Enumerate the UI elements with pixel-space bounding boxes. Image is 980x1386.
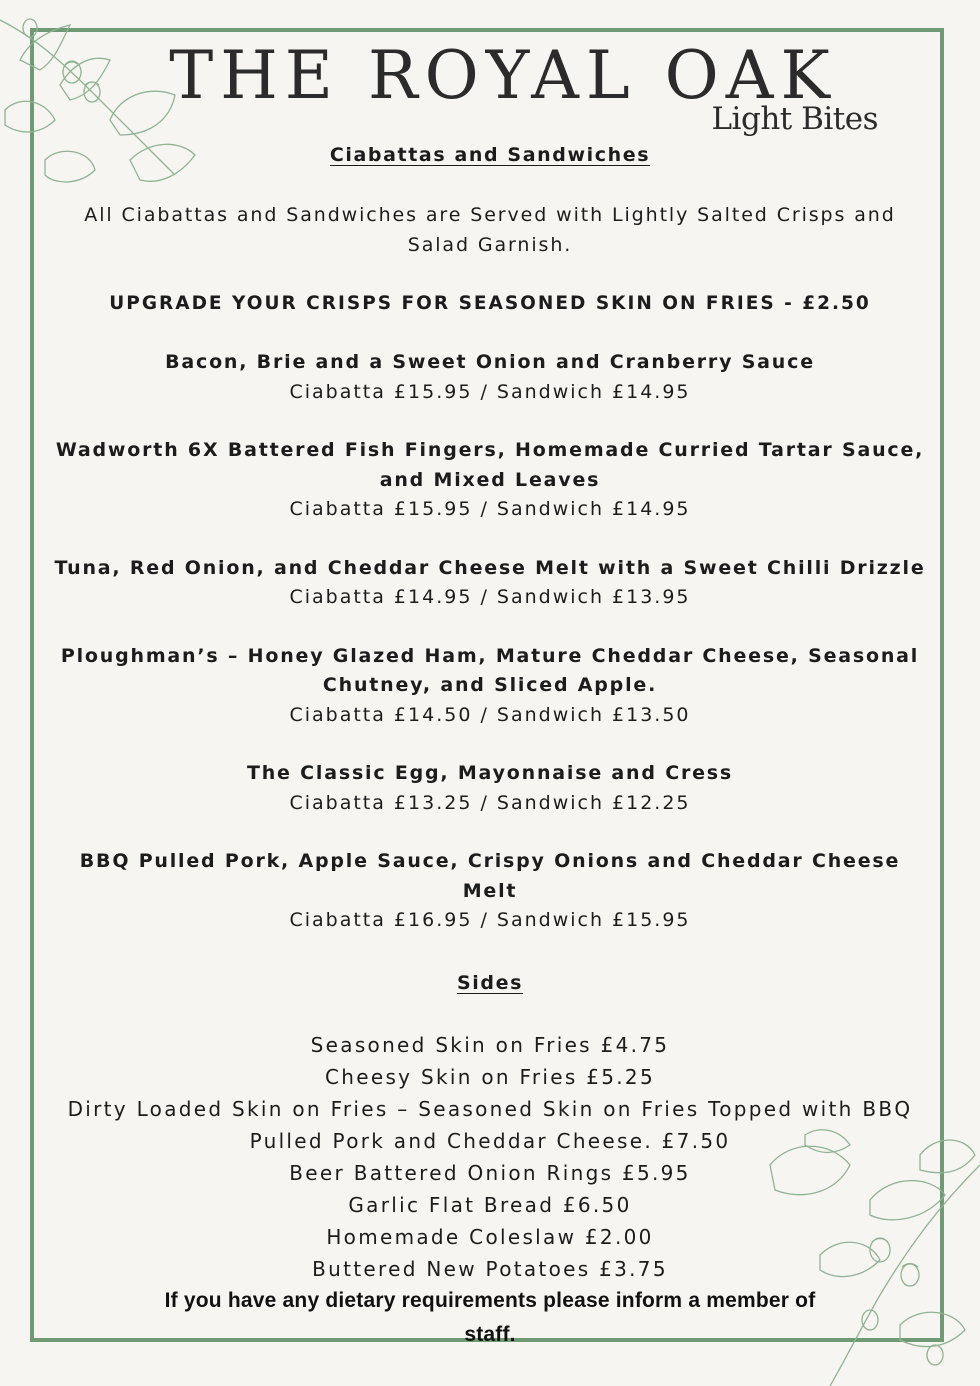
menu-item-name: BBQ Pulled Pork, Apple Sauce, Crispy Onions and Cheddar Cheese Melt [79, 850, 901, 902]
menu-item-price: Ciabatta £16.95 / Sandwich £15.95 [289, 909, 691, 931]
side-item: Seasoned Skin on Fries £4.75 [310, 1032, 670, 1057]
upgrade-note: UPGRADE YOUR CRISPS FOR SEASONED SKIN ON FRIES - £2.50 [109, 293, 871, 314]
side-item: Beer Battered Onion Rings £5.95 [289, 1160, 691, 1185]
menu-item [52, 847, 928, 936]
menu-item-name: Ploughman’s – Honey Glazed Ham, Mature Cheddar Cheese, Seasonal Chutney, and Sliced Apple. [60, 644, 920, 696]
menu-item-price: Ciabatta £14.95 / Sandwich £13.95 [289, 586, 691, 608]
side-item: Garlic Flat Bread £6.50 [348, 1192, 632, 1217]
menu-item-name: Tuna, Red Onion, and Cheddar Cheese Melt with a Sweet Chilli Drizzle [54, 556, 926, 579]
menu-item [52, 348, 928, 407]
sandwiches-intro: All Ciabattas and Sandwiches are Served with Lightly Salted Crisps and Salad Garnish. [84, 204, 896, 256]
sandwiches-heading: Ciabattas and Sandwiches [329, 144, 651, 166]
menu-item-price: Ciabatta £15.95 / Sandwich £14.95 [289, 380, 691, 403]
sides-heading: Sides [457, 971, 523, 994]
sides-list [52, 1029, 928, 1285]
side-item: Dirty Loaded Skin on Fries – Seasoned Skin on Fries Topped with BBQ Pulled Pork and Cheddar Cheese. £7.50 [67, 1096, 913, 1153]
side-item: Cheesy Skin on Fries £5.25 [325, 1064, 655, 1089]
menu-item-name: The Classic Egg, Mayonnaise and Cress [246, 762, 734, 784]
menu-item-name: Wadworth 6X Battered Fish Fingers, Homemade Curried Tartar Sauce, and Mixed Leaves [55, 439, 925, 491]
menu-subtitle: Light Bites [711, 101, 878, 137]
menu-item-price: Ciabatta £14.50 / Sandwich £13.50 [289, 703, 691, 726]
menu-item [52, 554, 928, 613]
dietary-notice: If you have any dietary requirements please inform a member of staff. [164, 1289, 816, 1346]
restaurant-title: THE ROYAL OAK [169, 37, 837, 114]
menu-item-price: Ciabatta £15.95 / Sandwich £14.95 [289, 498, 691, 520]
menu-item-price: Ciabatta £13.25 / Sandwich £12.25 [289, 791, 691, 814]
menu-item [52, 642, 928, 731]
menu-content [52, 140, 928, 1285]
menu-item-name: Bacon, Brie and a Sweet Onion and Cranberry Sauce [165, 351, 815, 373]
side-item: Homemade Coleslaw £2.00 [326, 1224, 654, 1249]
side-item: Buttered New Potatoes £3.75 [312, 1256, 668, 1281]
menu-item [52, 436, 928, 525]
menu-item [52, 759, 928, 818]
